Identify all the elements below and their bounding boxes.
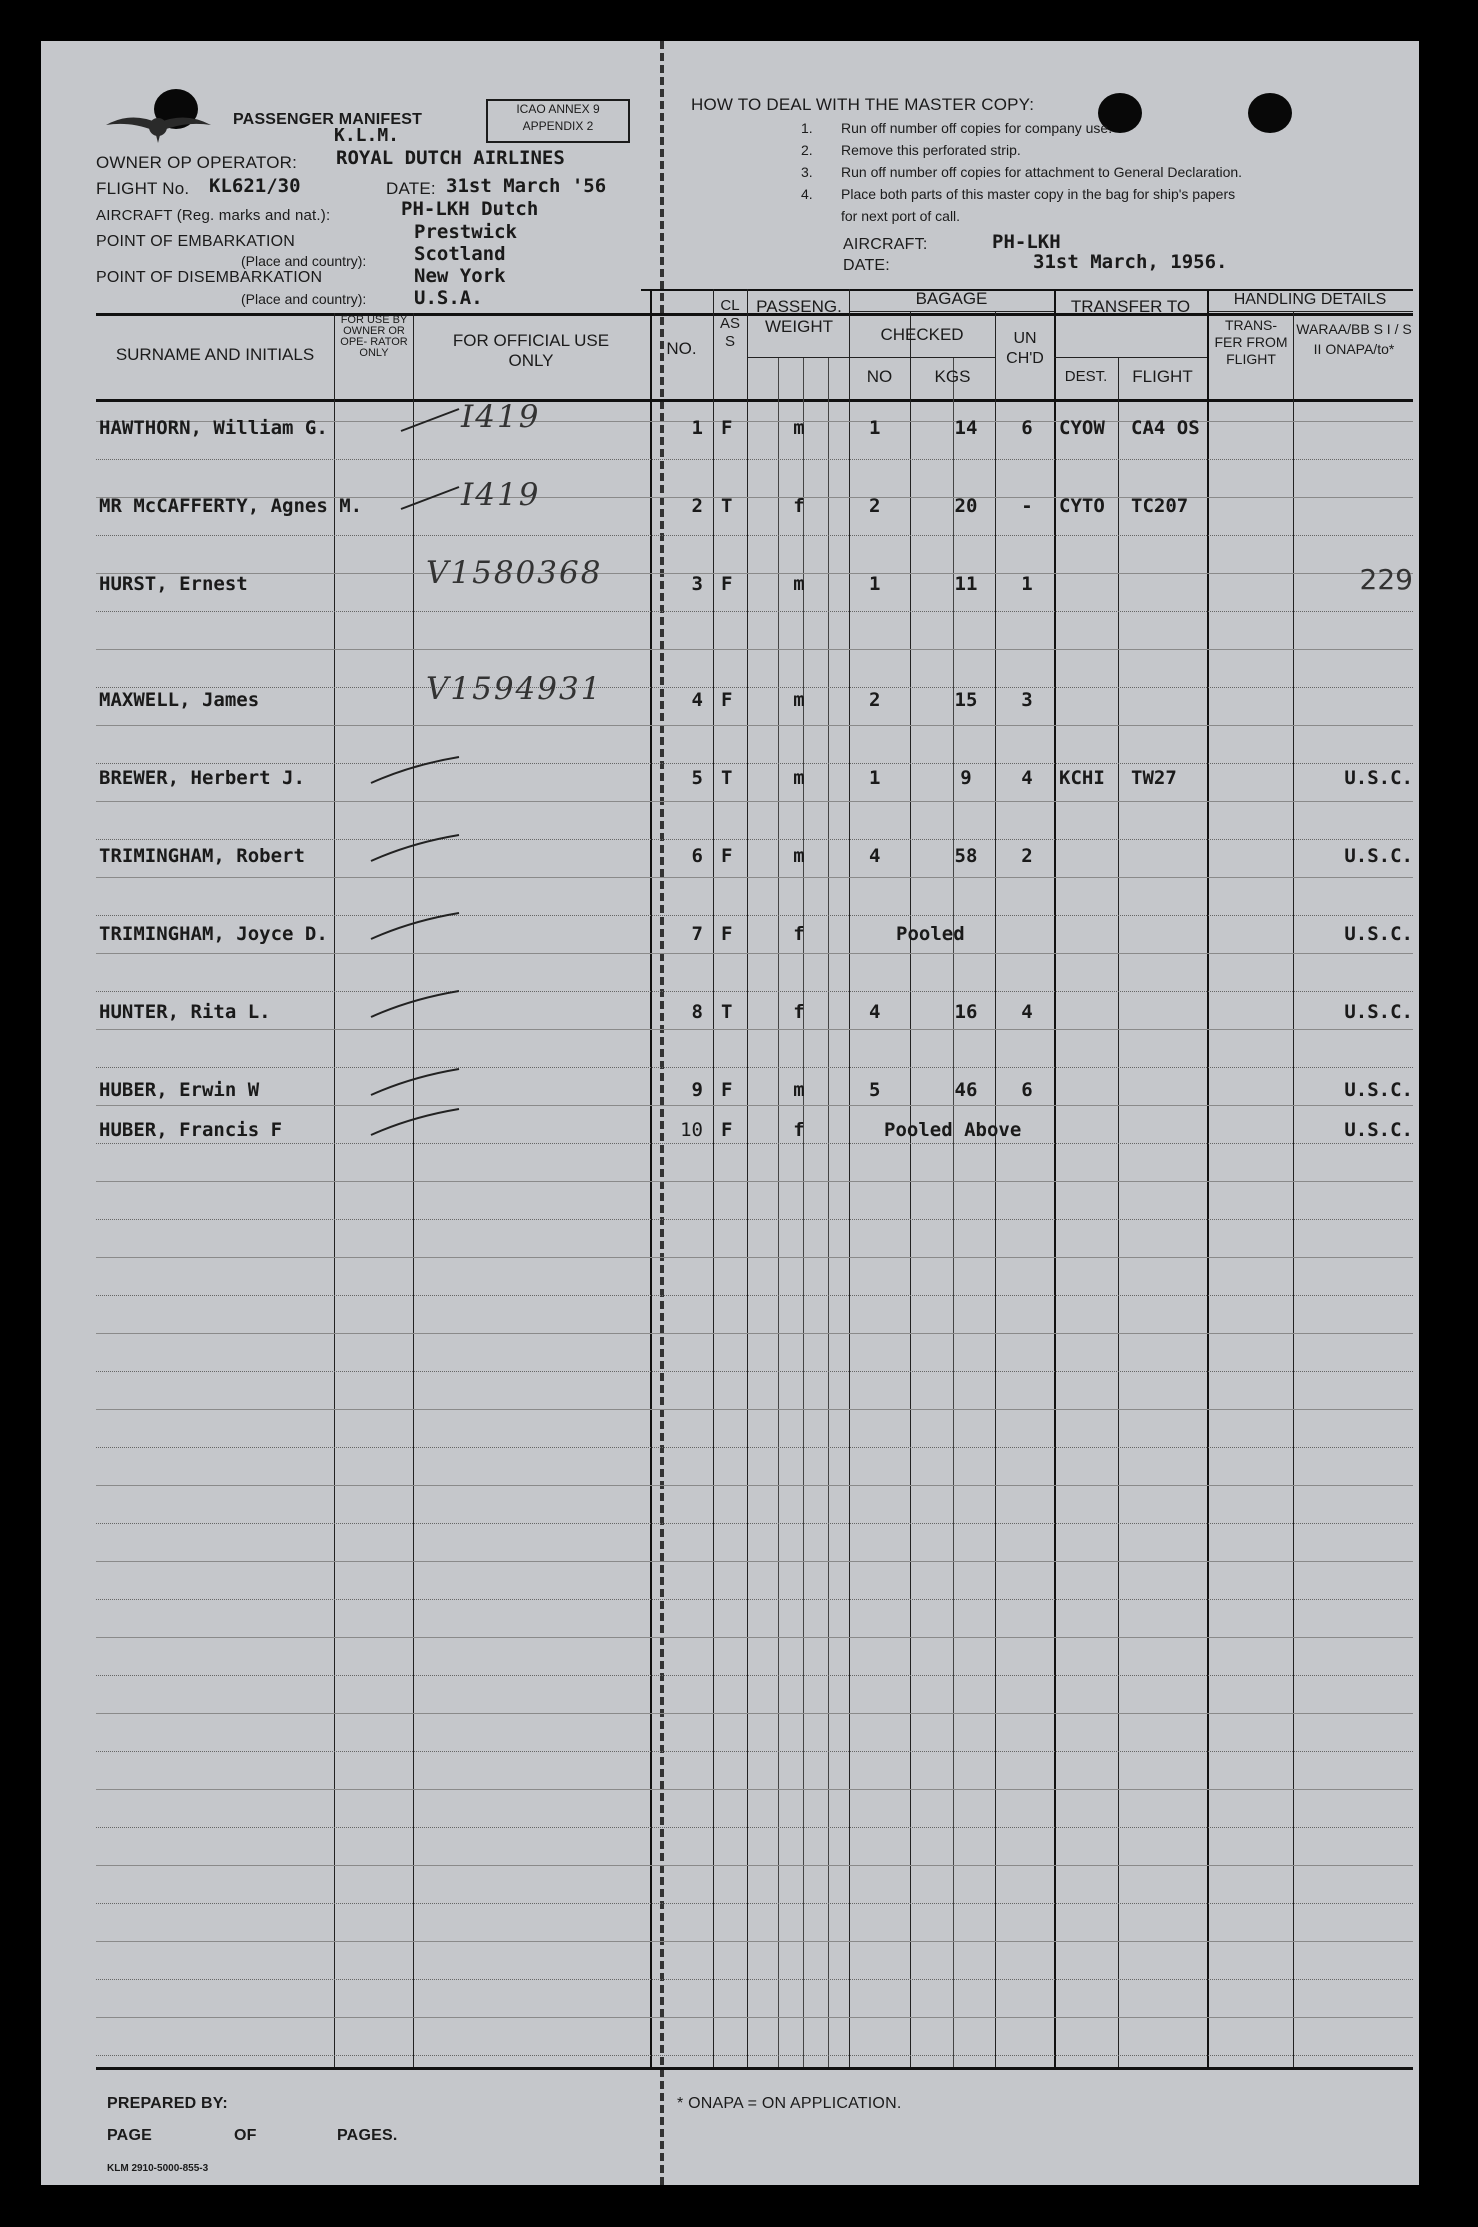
ruled-line	[96, 2017, 1413, 2018]
cell-sex: f	[793, 923, 805, 945]
cell-cls: T	[721, 1001, 733, 1023]
ruled-line	[96, 877, 1413, 878]
ruled-line	[96, 1903, 1413, 1904]
master-step: 4. Place both parts of this master copy in the bag for ship's papers	[801, 186, 1236, 202]
col-line	[828, 357, 829, 2067]
cell-no: 6	[691, 845, 703, 867]
col-line	[1054, 289, 1056, 2067]
cell-cls: T	[721, 495, 733, 517]
col-line	[1207, 289, 1209, 2067]
subheader-line	[1054, 357, 1207, 358]
date-label: DATE:	[386, 179, 436, 198]
col-line	[713, 289, 714, 2067]
col-line	[953, 357, 954, 2067]
disembark-sub: (Place and country):	[241, 291, 367, 307]
cell-sex: m	[793, 767, 805, 789]
cell-kgs: 11	[954, 573, 978, 595]
cell-cls: F	[721, 923, 733, 945]
ruled-line	[96, 1789, 1413, 1790]
klm-logo-icon	[101, 103, 216, 153]
subheader-line	[849, 357, 995, 358]
cell-name: HUNTER, Rita L.	[99, 1001, 271, 1023]
cell-name: MAXWELL, James	[99, 689, 260, 711]
disembark-country: U.S.A.	[414, 287, 483, 309]
cell-unchd: 4	[1021, 1001, 1033, 1023]
cell-kgs: 20	[954, 495, 978, 517]
class-header: CLASS	[720, 297, 741, 350]
table-row	[41, 1115, 1419, 1151]
flight-col-header: FLIGHT	[1132, 367, 1193, 386]
master-copy-steps	[801, 117, 1242, 227]
col-line	[650, 289, 652, 2067]
ruled-line	[96, 1333, 1413, 1334]
col-line	[803, 357, 804, 2067]
cell-kgs: 9	[960, 767, 972, 789]
cell-no: 10	[680, 1119, 703, 1141]
cell-cls: F	[721, 417, 733, 439]
cell-no: 3	[691, 573, 703, 595]
cell-no: 2	[691, 495, 703, 517]
ruled-line	[96, 1257, 1413, 1258]
cell-no: 5	[691, 767, 703, 789]
col-line	[1118, 357, 1119, 2067]
check-mark-icon	[341, 479, 461, 519]
cell-no: 8	[691, 1001, 703, 1023]
subheader-line	[1207, 311, 1413, 312]
manifest-sheet	[41, 41, 1419, 2185]
cell-kgs: 15	[954, 689, 978, 711]
table-row	[41, 841, 1419, 877]
embark-country: Scotland	[414, 243, 506, 265]
table-header-bottom-line	[96, 399, 1413, 402]
unchd-header: UN CH'D	[1006, 330, 1044, 367]
ruled-line	[96, 1295, 1413, 1296]
table-row	[41, 919, 1419, 955]
ruled-line	[96, 649, 1413, 650]
airline-short: K.L.M.	[334, 125, 400, 146]
no-header: NO.	[666, 339, 697, 358]
ruled-line	[96, 611, 1413, 612]
check-mark-icon	[341, 1063, 461, 1103]
cell-cls: F	[721, 689, 733, 711]
cell-kgs: 16	[954, 1001, 978, 1023]
cell-handling: U.S.C.	[1344, 1119, 1413, 1141]
master-copy-title: HOW TO DEAL WITH THE MASTER COPY:	[691, 95, 1035, 114]
table-row	[41, 399, 1419, 449]
dest-header: DEST.	[1064, 368, 1108, 385]
cell-bag-no: 1	[869, 767, 881, 789]
ruled-line	[96, 1637, 1413, 1638]
mc-aircraft-label: AIRCRAFT:	[843, 236, 928, 253]
cell-handling: 229	[1359, 563, 1413, 596]
ruled-line	[96, 1751, 1413, 1752]
cell-pooled: Pooled Above	[884, 1119, 1022, 1141]
cell-bag-no: 1	[869, 417, 881, 439]
surname-header: SURNAME AND INITIALS	[115, 345, 315, 364]
transfer-header: TRANSFER TO	[1070, 297, 1191, 316]
embark-place: Prestwick	[414, 221, 517, 243]
ruled-line	[96, 1181, 1413, 1182]
cell-bag-no: 5	[869, 1079, 881, 1101]
cell-handling: U.S.C.	[1344, 1079, 1413, 1101]
ruled-line	[96, 2055, 1413, 2056]
cell-no: 9	[691, 1079, 703, 1101]
cell-sex: f	[793, 495, 805, 517]
cell-unchd: 6	[1021, 1079, 1033, 1101]
flight-value: KL621/30	[209, 175, 301, 197]
icao-box	[486, 99, 630, 143]
handling-header: HANDLING DETAILS	[1233, 291, 1387, 308]
cell-dest: CYOW	[1059, 417, 1105, 439]
subheader-line	[747, 357, 849, 358]
cell-name: HUBER, Erwin W	[99, 1079, 260, 1101]
ruled-line	[96, 839, 1413, 840]
subheader-line	[849, 311, 1054, 312]
cell-cls: T	[721, 767, 733, 789]
mc-date-label: DATE:	[843, 257, 890, 274]
cell-kgs: 14	[954, 417, 978, 439]
ruled-line	[96, 991, 1413, 992]
date-value: 31st March '56	[446, 175, 607, 197]
cell-name: TRIMINGHAM, Robert	[99, 845, 305, 867]
page-label: PAGE	[107, 2127, 152, 2144]
cell-flight: CA4 OS	[1131, 417, 1200, 439]
cell-handling: U.S.C.	[1344, 923, 1413, 945]
cell-sex: m	[793, 573, 805, 595]
check-mark-icon	[341, 829, 461, 869]
cell-no: 4	[691, 689, 703, 711]
cell-flight: TC207	[1131, 495, 1189, 517]
cell-official: I419	[461, 477, 541, 513]
ruled-line	[96, 1219, 1413, 1220]
disembark-place: New York	[414, 265, 506, 287]
cell-sex: m	[793, 417, 805, 439]
for-use-header: FOR USE BY OWNER OR OPE- RATOR ONLY	[340, 314, 408, 359]
master-step: for next port of call.	[841, 208, 961, 224]
footnote: * ONAPA = ON APPLICATION.	[677, 2095, 902, 2112]
table-row	[41, 763, 1419, 799]
cell-bag-no: 2	[869, 495, 881, 517]
cell-kgs: 58	[954, 845, 978, 867]
cell-cls: F	[721, 1079, 733, 1101]
master-step: 3. Run off number off copies for attachment to General Declaration.	[801, 164, 1243, 180]
cell-name: MR McCAFFERTY, Agnes M.	[99, 495, 363, 517]
cell-pooled: Pooled	[896, 923, 965, 945]
cell-name: HUBER, Francis F	[99, 1119, 283, 1141]
cell-bag-no: 4	[869, 845, 881, 867]
embark-sub: (Place and country):	[241, 253, 367, 269]
checked-header: CHECKED	[880, 325, 964, 344]
ruled-line	[96, 1447, 1413, 1448]
aircraft-label: AIRCRAFT (Reg. marks and nat.):	[96, 207, 331, 224]
check-mark-icon	[341, 907, 461, 947]
master-step: 2. Remove this perforated strip.	[801, 142, 1021, 158]
ruled-line	[96, 1979, 1413, 1980]
cell-name: BREWER, Herbert J.	[99, 767, 305, 789]
cell-unchd: 4	[1021, 767, 1033, 789]
kgs-header: KGS	[934, 367, 971, 386]
ruled-line	[96, 1561, 1413, 1562]
cell-sex: f	[793, 1119, 805, 1141]
table-row	[41, 997, 1419, 1033]
cell-handling: U.S.C.	[1344, 1001, 1413, 1023]
cell-sex: m	[793, 845, 805, 867]
cell-flight: TW27	[1131, 767, 1177, 789]
icao-line1: ICAO ANNEX 9	[516, 102, 600, 116]
table-row	[41, 555, 1419, 605]
cell-name: HAWTHORN, William G.	[99, 417, 328, 439]
mc-date-value: 31st March, 1956.	[1033, 251, 1228, 273]
cell-cls: F	[721, 1119, 733, 1141]
cell-official: I419	[461, 399, 541, 435]
official-header: FOR OFFICIAL USE ONLY	[452, 331, 610, 370]
cell-unchd: 1	[1021, 573, 1033, 595]
ruled-line	[96, 1675, 1413, 1676]
ruled-line	[96, 725, 1413, 726]
cell-official: V1594931	[426, 671, 603, 707]
check-mark-icon	[341, 751, 461, 791]
check-mark-icon	[341, 985, 461, 1025]
cell-cls: F	[721, 573, 733, 595]
owner-label: OWNER OP OPERATOR:	[96, 153, 298, 172]
pages-label: PAGES.	[337, 2127, 398, 2144]
ruled-line	[96, 1067, 1413, 1068]
cell-handling: U.S.C.	[1344, 767, 1413, 789]
cell-unchd: 6	[1021, 417, 1033, 439]
ruled-line	[96, 1865, 1413, 1866]
table-bottom-line	[96, 2067, 1413, 2070]
table-row	[41, 1075, 1419, 1111]
table-row	[41, 477, 1419, 527]
cell-cls: F	[721, 845, 733, 867]
ruled-line	[96, 1713, 1413, 1714]
perforation-line	[660, 41, 664, 2185]
form-title: PASSENGER MANIFEST	[233, 111, 423, 128]
ruled-line	[96, 1599, 1413, 1600]
cell-bag-no: 1	[869, 573, 881, 595]
ruled-line	[96, 1371, 1413, 1372]
check-mark-icon	[341, 1103, 461, 1143]
cell-kgs: 46	[954, 1079, 978, 1101]
cell-official: V1580368	[426, 555, 603, 591]
cell-dest: KCHI	[1059, 767, 1105, 789]
flight-label: FLIGHT No.	[96, 179, 190, 198]
prepared-label: PREPARED BY:	[107, 2095, 228, 2112]
bag-no-header: NO	[866, 367, 893, 386]
cell-unchd: 3	[1021, 689, 1033, 711]
table-row	[41, 671, 1419, 721]
ruled-line	[96, 1485, 1413, 1486]
transfer-from-header: TRANS- FER FROM FLIGHT	[1214, 317, 1288, 367]
ruled-line	[96, 459, 1413, 460]
icao-line2: APPENDIX 2	[522, 119, 594, 133]
cell-unchd: 2	[1021, 845, 1033, 867]
of-label: OF	[234, 2127, 257, 2144]
cell-unchd: -	[1021, 495, 1033, 517]
col-line	[778, 357, 779, 2067]
cell-sex: m	[793, 689, 805, 711]
ruled-line	[96, 1523, 1413, 1524]
cell-dest: CYTO	[1059, 495, 1105, 517]
disembark-label: POINT OF DISEMBARKATION	[96, 269, 323, 286]
cell-name: HURST, Ernest	[99, 573, 248, 595]
cell-sex: f	[793, 1001, 805, 1023]
ruled-line	[96, 1409, 1413, 1410]
ruled-line	[96, 1827, 1413, 1828]
cell-sex: m	[793, 1079, 805, 1101]
cell-handling: U.S.C.	[1344, 845, 1413, 867]
baggage-header: BAGAGE	[915, 289, 988, 308]
weight-header: PASSENG. WEIGHT	[756, 297, 842, 336]
punch-hole	[1248, 93, 1292, 133]
mc-aircraft-value: PH-LKH	[992, 231, 1061, 253]
check-mark-icon	[341, 401, 461, 441]
ruled-line	[96, 535, 1413, 536]
ruled-line	[96, 915, 1413, 916]
cell-no: 1	[691, 417, 703, 439]
ruled-line	[96, 801, 1413, 802]
cell-bag-no: 2	[869, 689, 881, 711]
form-code: KLM 2910-5000-855-3	[107, 2163, 209, 2174]
owner-value: ROYAL DUTCH AIRLINES	[336, 147, 565, 169]
col-line	[747, 289, 748, 2067]
ruled-line	[96, 1941, 1413, 1942]
waraa-header: WARAA/BB S I / S II ONAPA/to*	[1296, 321, 1412, 357]
cell-no: 7	[691, 923, 703, 945]
embark-label: POINT OF EMBARKATION	[96, 233, 295, 250]
cell-name: TRIMINGHAM, Joyce D.	[99, 923, 328, 945]
cell-bag-no: 4	[869, 1001, 881, 1023]
col-line	[849, 289, 850, 2067]
aircraft-value: PH-LKH Dutch	[401, 198, 539, 220]
master-step: 1. Run off number off copies for company use.	[801, 120, 1113, 136]
